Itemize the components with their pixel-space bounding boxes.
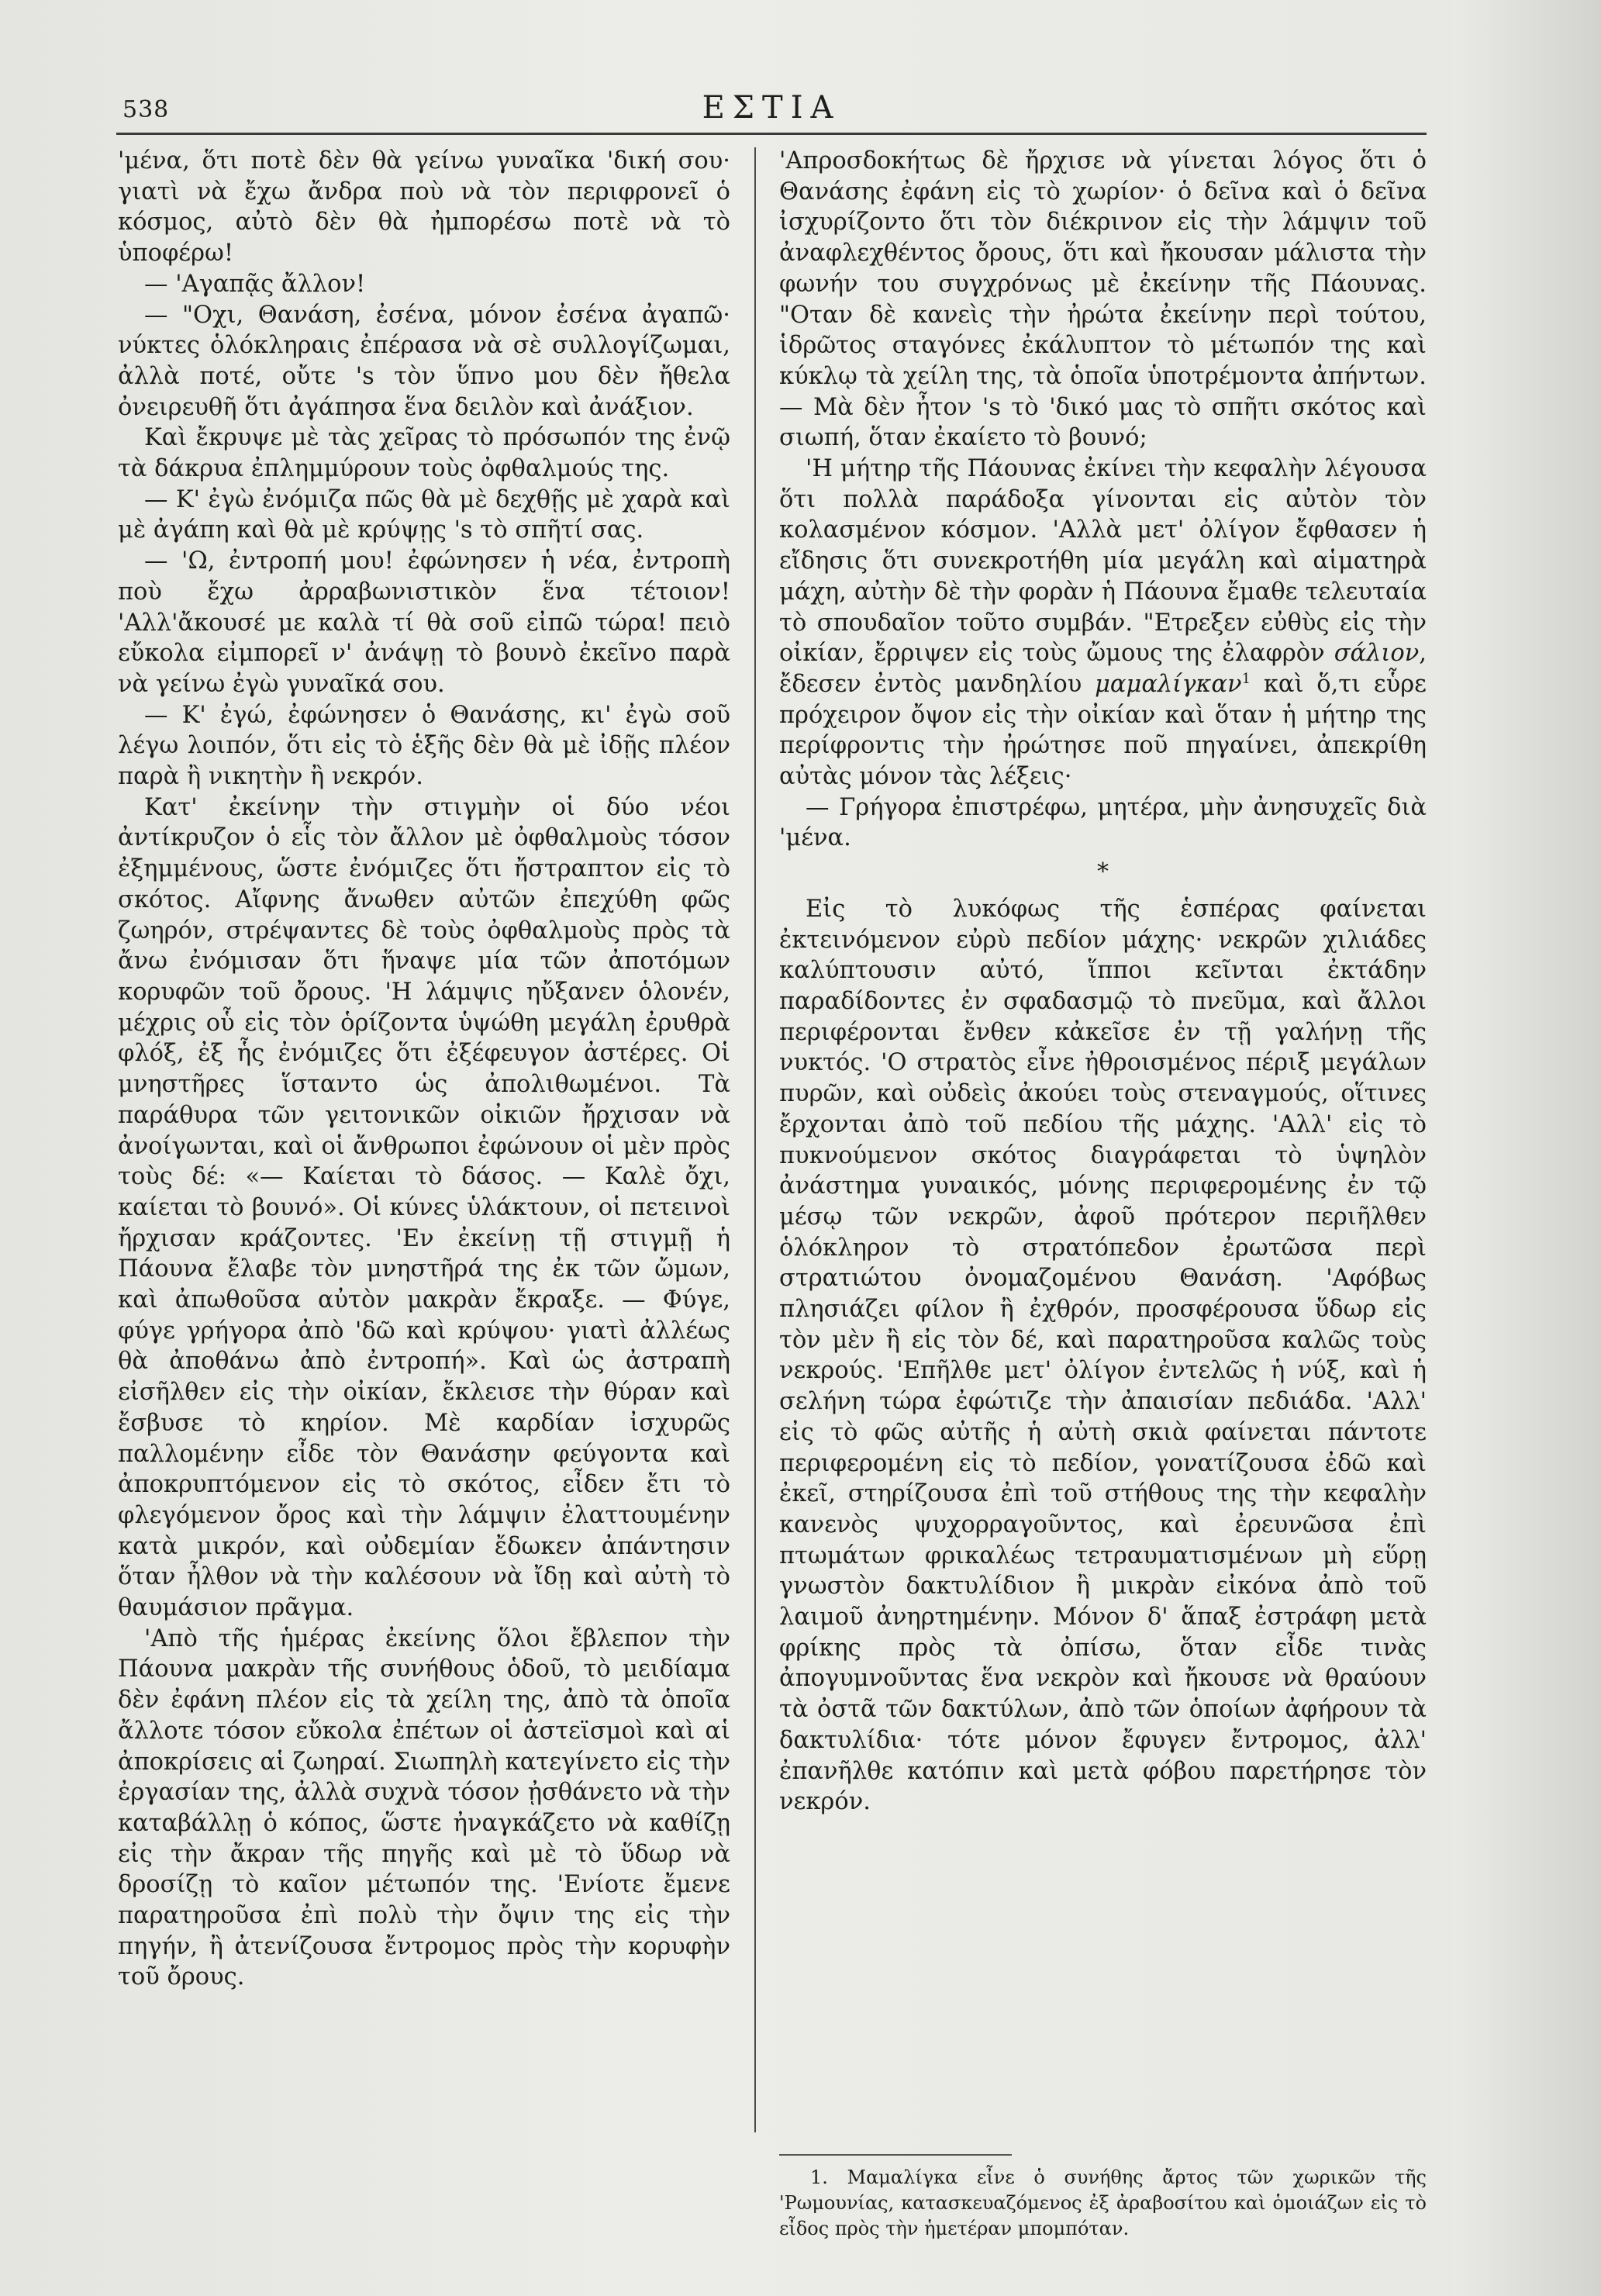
paragraph: — "Οχι, Θανάση, ἐσένα, μόνον ἐσένα ἀγαπῶ· νύκτες ὁλόκληραις ἐπέρασα νὰ σὲ συλλογίζωμαι, ἀλλὰ ποτέ, οὔτε 's τὸν ὕπνο μου δὲν ἤθελα ὀνειρευθῆ ὅτι ἀγάπησα ἕνα δειλὸν καὶ ἀνάξιον. — [118, 301, 730, 421]
paragraph: 'Απροσδοκήτως δὲ ἤρχισε νὰ γίνεται λόγος ὅτι ὁ Θανάσης ἐφάνη εἰς τὸ χωρίον· ὁ δεῖνα καὶ ὁ δεῖνα ἰσχυρίζοντο ὅτι τὸν διέκρινον εἰς τὴν λάμψιν τοῦ ἀναφλεχθέντος ὄρους, ὅτι καὶ ἤκουσαν μάλιστα τὴν φωνήν του συγχρόνως μὲ ἐκείνην τῆς Πάουνας. "Οταν δὲ κανεὶς τὴν ἠρώτα ἐκείνην περὶ τούτου, ἱδρῶτος σταγόνες ἐκάλυπτον τὸ μέτωπόν της καὶ κύκλῳ τὰ χείλη της, τὰ ὁποῖα ὑποτρέμοντα ἀπήντων. — Μὰ δὲν ἦτον 's τὸ 'δικό μας τὸ σπῆτι σκότος καὶ σιωπή, ὅταν ἐκαίετο τὸ βουνό; — [779, 147, 1427, 452]
paragraph: — Κ' ἐγώ, ἐφώνησεν ὁ Θανάσης, κι' ἐγὼ σοῦ λέγω λοιπόν, ὅτι εἰς τὸ ἑξῆς δὲν θὰ μὲ ἰδῇς πλέον παρὰ ἢ νικητὴν ἢ νεκρόν. — [118, 701, 730, 791]
paragraph: Κατ' ἐκείνην τὴν στιγμὴν οἱ δύο νέοι ἀντίκρυζον ὁ εἷς τὸν ἄλλον μὲ ὀφθαλμοὺς τόσον ἐξημμένους, ὥστε ἐνόμιζες ὅτι ἤστραπτον εἰς τὸ σκότος. Αἴφνης ἄνωθεν αὐτῶν ἐπεχύθη φῶς ζωηρόν, στρέψαντες δὲ τοὺς ὀφθαλμοὺς πρὸς τὰ ἄνω ἐνόμισαν ὅτι ἥναψε μία τῶν ἀποτόμων κορυφῶν τοῦ ὄρους. 'Η λάμψις ηὔξανεν ὁλονέν, μέχρις οὗ εἰς τὸν ὁρίζοντα ὑψώθη μεγάλη ἐρυθρὰ φλόξ, ἐξ ἧς ἐνόμιζες ὅτι ἐξέφευγον ἀστέρες. Οἱ μνηστῆρες ἵσταντο ὡς ἀπολιθωμένοι. Τὰ παράθυρα τῶν γειτονικῶν οἰκιῶν ἤρχισαν νὰ ἀνοίγωνται, καὶ οἱ ἄνθρωποι ἐφώνουν οἱ μὲν πρὸς τοὺς δέ: «— Καίεται τὸ δάσος. — Καλὲ ὄχι, καίεται τὸ βουνό». Οἱ κύνες ὑλάκτουν, οἱ πετεινοὶ ἤρχισαν κράζοντες. 'Εν ἐκείνῃ τῇ στιγμῇ ἡ Πάουνα ἔλαβε τὸν μνηστῆρά της ἐκ τῶν ὤμων, καὶ ἀπωθοῦσα αὐτὸν μακρὰν ἔκραξε. — Φύγε, φύγε γρήγορα ἀπὸ 'δῶ καὶ κρύψου· γιατὶ ἀλλέως θὰ ἀποθάνω ἀπὸ ἐντροπή». Καὶ ὡς ἀστραπὴ εἰσῆλθεν εἰς τὴν οἰκίαν, ἔκλεισε τὴν θύραν καὶ ἔσβυσε τὸ κηρίον. Μὲ καρδίαν ἰσχυρῶς παλλομένην εἶδε τὸν Θανάσην φεύγοντα καὶ ἀποκρυπτόμενον εἰς τὸ σκότος, εἶδεν ἔτι τὸ φλεγόμενον ὄρος καὶ τὴν λάμψιν ἐλαττουμένην κατὰ μικρόν, καὶ οὐδεμίαν ἔδωκεν ἀπάντησιν ὅταν ἦλθον νὰ τὴν καλέσουν νὰ ἴδῃ καὶ αὐτὴ τὸ θαυμάσιον πρᾶγμα. — [118, 793, 730, 1622]
paragraph: — Κ' ἐγὼ ἐνόμιζα πῶς θὰ μὲ δεχθῇς μὲ χαρὰ καὶ μὲ ἀγάπη καὶ θὰ μὲ κρύψῃς 's τὸ σπῆτί σας. — [118, 485, 730, 544]
italic-term-salion: σάλιον — [1334, 640, 1420, 668]
paragraph: Καὶ ἔκρυψε μὲ τὰς χεῖρας τὸ πρόσωπόν της ἐνῷ τὰ δάκρυα ἐπλημμύρουν τοὺς ὀφθαλμούς της. — [118, 424, 730, 483]
footnote-reference[interactable]: 1 — [1241, 670, 1251, 687]
page-header — [116, 84, 1427, 130]
page-number: 538 — [122, 96, 170, 123]
paragraph: Εἰς τὸ λυκόφως τῆς ἑσπέρας φαίνεται ἐκτεινόμενον εὐρὺ πεδίον μάχης· νεκρῶν χιλιάδες καλύπτουσιν αὐτό, ἵπποι κεῖνται ἐκτάδην παραδίδοντες ἐν σφαδασμῷ τὸ πνεῦμα, καὶ ἄλλοι περιφέρονται ἔνθεν κἀκεῖσε ἐν τῇ γαλήνῃ τῆς νυκτός. 'Ο στρατὸς εἶνε ἠθροισμένος πέριξ μεγάλων πυρῶν, καὶ οὐδεὶς ἀκούει τοὺς στεναγμούς, οἵτινες ἔρχονται ἀπὸ τοῦ πεδίου τῆς μάχης. 'Αλλ' εἰς τὸ πυκνούμενον σκότος διαγράφεται τὸ ὑψηλὸν ἀνάστημα γυναικός, μόνης περιφερομένης ἐν τῷ μέσῳ τῶν νεκρῶν, ἀφοῦ πρότερον περιῆλθεν ὁλόκληρον τὸ στρατόπεδον ἐρωτῶσα περὶ στρατιώτου ὀνομαζομένου Θανάση. 'Αφόβως πλησιάζει φίλον ἢ ἐχθρόν, προσφέρουσα ὕδωρ εἰς τὸν μὲν ἢ εἰς τὸν δέ, καὶ παρατηροῦσα καλῶς τοὺς νεκρούς. 'Επῆλθε μετ' ὀλίγον ἐντελῶς ἡ νύξ, καὶ ἡ σελήνη τώρα ἐφώτιζε τὴν ἀπαισίαν πεδιάδα. 'Αλλ' εἰς τὸ φῶς αὐτῆς ἡ αὐτὴ σκιὰ φαίνεται πάντοτε περιφερομένη εἰς τὸ πεδίον, γονατίζουσα ἐδῶ καὶ ἐκεῖ, στηρίζουσα ἐπὶ τοῦ στήθους της τὴν κεφαλὴν κανενὸς ψυχορραγοῦντος, καὶ ἐρευνῶσα ἐπὶ πτωμάτων φρικαλέως τετραυματισμένων μὴ εὕρῃ γνωστὸν δακτυλίδιον ἢ μικρὰν εἰκόνα ἀπὸ τοῦ λαιμοῦ ἀνηρτημένην. Μόνον δ' ἅπαξ ἐστράφη μετὰ φρίκης πρὸς τὰ ὀπίσω, ὅταν εἶδε τινὰς ἀπογυμνοῦντας ἕνα νεκρὸν καὶ ἤκουσε νὰ θραύουν τὰ ὀστᾶ τῶν δακτύλων, ἀπὸ τῶν ὁποίων ἀφήρουν τὰ δακτυλίδια· τότε μόνον ἔφυγεν ἔντρομος, ἀλλ' ἐπανῆλθε κατόπιν καὶ μετὰ φόβου παρετήρησε τὸν νεκρόν. — [779, 895, 1427, 1816]
right-column — [779, 146, 1427, 1818]
italic-term-mamaligkan: μαμαλίγκαν — [1095, 670, 1242, 698]
paragraph: 'μένα, ὅτι ποτὲ δὲν θὰ γείνω γυναῖκα 'δική σου· γιατὶ νὰ ἔχω ἄνδρα ποὺ νὰ τὸν περιφρονεῖ ὁ κόσμος, αὐτὸ δὲν θὰ ἠμπορέσω ποτὲ νὰ τὸ ὑποφέρω! — [118, 147, 730, 268]
paragraph: — Γρήγορα ἐπιστρέφω, μητέρα, μὴν ἀνησυχεῖς διὰ 'μένα. — [779, 793, 1427, 852]
paragraph: 'Απὸ τῆς ἡμέρας ἐκείνης ὅλοι ἔβλεπον τὴν Πάουνα μακρὰν τῆς συνήθους ὁδοῦ, τὸ μειδίαμα δὲν ἐφάνη πλέον εἰς τὰ χείλη της, ἀπὸ τὰ ὁποῖα ἄλλοτε τόσον εὔκολα ἐπέτων οἱ ἀστεϊσμοὶ καὶ αἱ ἀποκρίσεις αἱ ζωηραί. Σιωπηλὴ κατεγίνετο εἰς τὴν ἐργασίαν της, ἀλλὰ συχνὰ τόσον ᾐσθάνετο νὰ τὴν καταβάλλῃ ὁ κόπος, ὥστε ἠναγκάζετο νὰ καθίζῃ εἰς τὴν ἄκραν τῆς πηγῆς καὶ μὲ τὸ ὕδωρ νὰ δροσίζῃ τὸ καῖον μέτωπόν της. 'Ενίοτε ἔμενε παρατηροῦσα ἐπὶ πολὺ τὴν ὄψιν της εἰς τὴν πηγήν, ἢ ἀτενίζουσα ἔντρομος πρὸς τὴν κορυφὴν τοῦ ὄρους. — [118, 1624, 730, 1991]
column-divider — [754, 147, 756, 2132]
page-margin-shadow — [1454, 0, 1601, 2296]
paragraph-text: καὶ ὅ,τι εὗρε πρόχειρον ὄψον εἰς τὴν οἰκίαν καὶ ὅταν ἡ μήτηρ της περίφροντις τὴν ἠρώτησε ποῦ πηγαίνει, ἀπεκρίθη αὐτὰς μόνον τὰς λέξεις· — [779, 670, 1427, 791]
paragraph-text: 'Η μήτηρ τῆς Πάουνας ἐκίνει τὴν κεφαλὴν λέγουσα ὅτι πολλὰ παράδοξα γίνονται εἰς αὐτὸν τὸν κολασμένον κόσμον. 'Αλλὰ μετ' ὀλίγον ἔφθασεν ἡ εἴδησις ὅτι συνεκροτήθη μία μεγάλη καὶ αἱματηρὰ μάχη, αὐτὴν δὲ τὴν φορὰν ἡ Πάουνα ἔμαθε τελευταία τὸ σπουδαῖον τοῦτο συμβάν. "Ετρεξεν εὐθὺς εἰς τὴν οἰκίαν, ἔρριψεν εἰς τοὺς ὤμους της ἐλαφρὸν — [779, 455, 1427, 668]
footnote: 1. Μαμαλίγκα εἶνε ὁ συνήθης ἄρτος τῶν χωρικῶν τῆς 'Ρωμουνίας, κατασκευαζόμενος ἐξ ἀραβοσίτου καὶ ὁμοιάζων εἰς τὸ εἶδος πρὸς τὴν ἡμετέραν μπομπόταν. — [779, 2167, 1427, 2239]
paragraph-text: , ἔδεσεν ἐντὸς μανδηλίου — [779, 640, 1427, 698]
journal-title: ΕΣΤΙΑ — [702, 90, 841, 126]
section-break-star: * — [1097, 858, 1109, 886]
footnote-rule — [779, 2154, 1012, 2156]
left-column — [118, 146, 730, 1993]
paragraph-with-inline — [779, 454, 1427, 792]
paragraph: — 'Ω, ἐντροπή μου! ἐφώνησεν ἡ νέα, ἐντροπὴ ποὺ ἔχω ἀρραβωνιστικὸν ἕνα τέτοιον! 'Αλλ'ἄκουσέ με καλὰ τί θὰ σοῦ εἰπῶ τώρα! πειὸ εὔκολα εἰμπορεῖ ν' ἀνάψῃ τὸ βουνὸ ἐκεῖνο παρὰ νὰ γείνω ἐγὼ γυναῖκά σου. — [118, 547, 730, 698]
header-rule — [116, 133, 1427, 135]
paragraph: — 'Αγαπᾷς ἄλλον! — [144, 270, 366, 298]
